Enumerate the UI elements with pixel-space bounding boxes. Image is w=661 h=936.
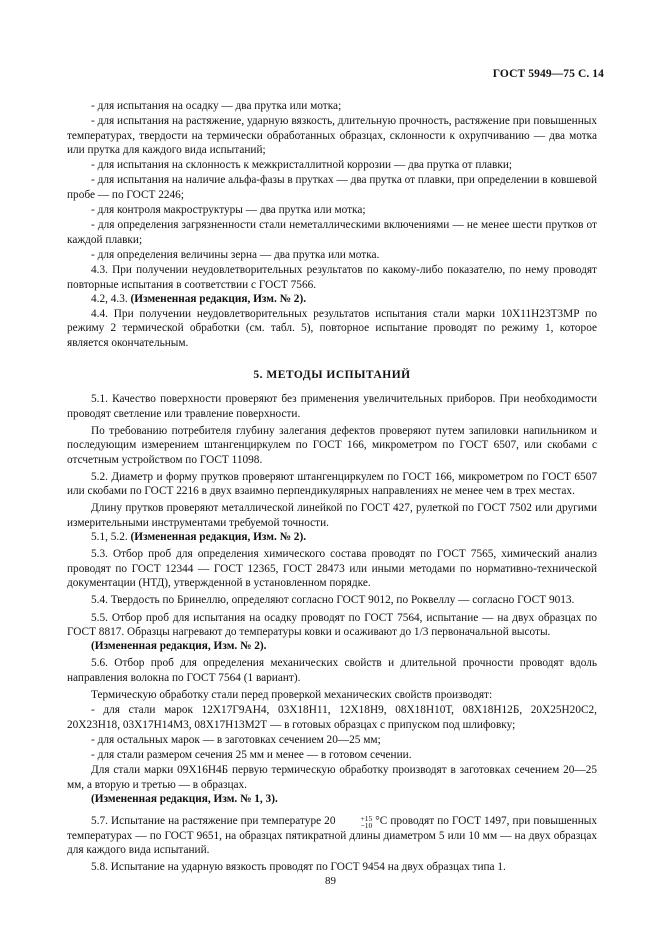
list-item-intergranular-corrosion: - для испытания на склонность к межкристаллитной коррозии — два прутка от плавки; xyxy=(91,159,513,172)
paragraph-5-8: 5.8. Испытание на ударную вязкость проводят по ГОСТ 9454 на двух образцах типа 1. xyxy=(91,861,506,874)
paragraph-5-1: 5.1. Качество поверхности проверяют без применения увеличительных приборов. При необходимости проводят светление или травление поверхности. xyxy=(67,393,597,420)
page-header: ГОСТ 5949—75 С. 14 xyxy=(492,68,604,80)
amendment-clause-numbers: 4.2, 4.3. xyxy=(91,292,128,305)
list-item-small-section: - для стали размером сечения 25 мм и менее — в готовом сечении. xyxy=(91,749,412,762)
amendment-clause-numbers: 5.1, 5.2. xyxy=(91,531,128,544)
section-title: 5. МЕТОДЫ ИСПЫТАНИЙ xyxy=(253,369,411,382)
list-item-grain-size: - для определения величины зерна — два прутка или мотка. xyxy=(91,248,380,261)
amendment-text: (Измененная редакция, Изм. № 2). xyxy=(130,531,307,544)
paragraph-5-1-defects: По требованию потребителя глубину залегания дефектов проверяют путем запиловки напильником и последующим измерением штангенциркулем по ГОСТ 166, микрометром по ГОСТ 6507, или скобами с отсчетным устройством по ГОСТ 11098. xyxy=(67,424,597,466)
page-number: 89 xyxy=(325,875,336,887)
paragraph-5-7-rest: проводят по ГОСТ 1497, при повышенных температурах — по ГОСТ 9651, на образцах пятикратной длины диаметром 5 или 10 мм — на двух образцах для каждого вида испытаний. xyxy=(67,815,597,857)
temperature-tolerance-upper: +15 xyxy=(360,813,373,823)
list-item-nonmetallic-inclusions: - для определения загрязненности стали неметаллическими включениями — не менее шести прутков от каждой плавки; xyxy=(67,219,597,246)
paragraph-5-3: 5.3. Отбор проб для определения химического состава проводят по ГОСТ 7565, химический анализ проводят по ГОСТ 12344 — ГОСТ 12365, ГОСТ 28473 или иными методами по нормативно-технической документации (НТД), утвержденной в установленном порядке. xyxy=(67,548,597,589)
list-item-alpha-phase: - для испытания на наличие альфа-фазы в прутках — два прутка от плавки, при определении в ковшевой пробе — по ГОСТ 2246; xyxy=(67,174,597,201)
paragraph-5-4: 5.4. Твердость по Бринеллю, определяют согласно ГОСТ 9012, по Роквеллу — согласно ГОСТ 9013. xyxy=(91,594,575,607)
paragraph-4-4: 4.4. При получении неудовлетворительных результатов испытания стали марки 10Х11Н23Т3МР по режиму 2 термической обработки (см. табл. 5), повторное испытание проводят по режиму 1, которое является окончательным. xyxy=(67,308,597,349)
paragraph-5-6: 5.6. Отбор проб для определения механических свойств и длительной прочности проводят вдоль направления волокна по ГОСТ 7564 (1 вариант). xyxy=(67,657,597,684)
paragraph-5-2-length: Длину прутков проверяют металлической линейкой по ГОСТ 427, рулеткой по ГОСТ 7502 или другими измерительными инструментами требуемой точности. xyxy=(67,502,597,529)
paragraph-4-3: 4.3. При получении неудовлетворительных результатов по какому-либо показателю, по нему проводят повторные испытания в соответствии с ГОСТ 7566. xyxy=(67,264,597,291)
paragraph-5-6-heat-treatment: Термическую обработку стали перед проверкой механических свойств производят: xyxy=(91,688,493,701)
temperature-unit: °С xyxy=(372,815,388,828)
list-item-steel-grades: - для стали марок 12Х17Г9АН4, 03Х18Н11, 12Х18Н9, 08Х18Н10Т, 08Х18Н12Б, 20Х25Н20С2, 20Х23Н18, 03Х17Н14М3, 08Х17Н13М2Т — в готовых образцах с припуском под шлифовку; xyxy=(67,704,597,731)
paragraph-5-7-start: 5.7. Испытание на растяжение при температуре xyxy=(91,815,325,828)
amendment-text: (Измененная редакция, Изм. № 2). xyxy=(130,292,307,305)
list-item-macrostructure: - для контроля макроструктуры — два прутка или мотка; xyxy=(91,204,366,217)
temperature-value xyxy=(324,813,388,830)
page-content xyxy=(67,99,597,875)
list-item-tensile-test: - для испытания на растяжение, ударную вязкость, длительную прочность, растяжение при повышенных температурах, твердости на термически обработанных образцах, склонности к охрупчиванию — два мотка или прутка для каждого вида испытаний; xyxy=(67,115,597,156)
amendment-note-5-6: (Измененная редакция, Изм. № 1, 3). xyxy=(91,793,278,806)
temperature-tolerance xyxy=(336,815,372,829)
paragraph-5-7 xyxy=(67,814,597,857)
paragraph-5-2: 5.2. Диаметр и форму прутков проверяют штангенциркулем по ГОСТ 166, микрометром по ГОСТ 6507 или скобами по ГОСТ 2216 в двух взаимно перпендикулярных направлениях не менее чем в трех местах. xyxy=(67,470,597,498)
paragraph-5-6-09x16n4b: Для стали марки 09Х16Н4Б первую термическую обработку производят в заготовках сечением 20—25 мм, а вторую и третью — в образцах. xyxy=(67,764,597,791)
amendment-note-5-5: (Измененная редакция, Изм. № 2). xyxy=(91,640,267,653)
temperature-base: 20 xyxy=(324,815,336,828)
list-item-other-grades: - для остальных марок — в заготовках сечением 20—25 мм; xyxy=(91,733,381,746)
amendment-note-5-2 xyxy=(67,530,597,544)
list-item-upset-test: - для испытания на осадку — два прутка или мотка; xyxy=(91,100,342,112)
temperature-tolerance-lower: −10 xyxy=(360,820,373,830)
paragraph-5-5: 5.5. Отбор проб для испытания на осадку проводят по ГОСТ 7564, испытание — на двух образцах по ГОСТ 8817. Образцы нагревают до температуры ковки и осаживают до 1/3 первоначальной высоты. xyxy=(67,611,597,638)
amendment-note-4-3 xyxy=(67,292,597,306)
